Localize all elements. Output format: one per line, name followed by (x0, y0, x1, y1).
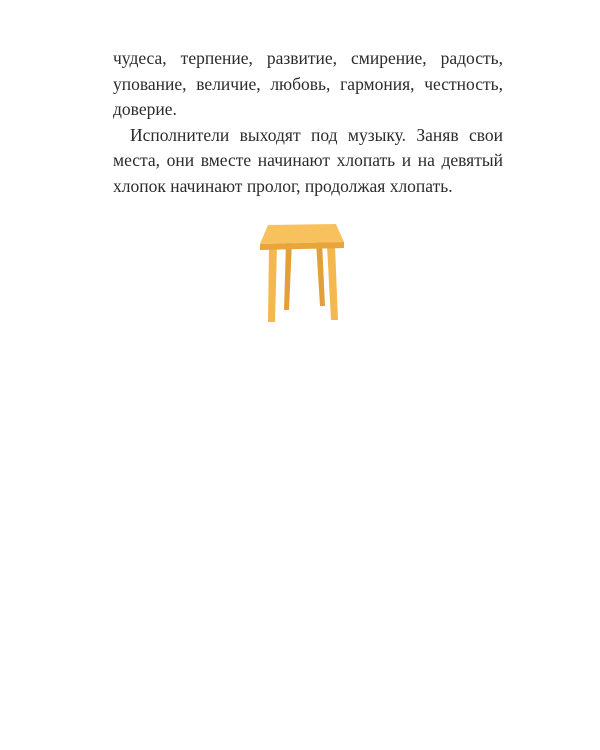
stool-front-leg-left (268, 246, 277, 322)
stool-icon (256, 222, 348, 324)
stool-back-leg-right (316, 242, 325, 306)
stool-back-leg-left (284, 242, 292, 310)
stool-front-leg-right (327, 246, 338, 320)
paragraph-stage-direction: Исполнители выходят под музыку. Заняв свои места, они вместе начинают хлопать и на девятый хлопок начинают пролог, продолжая хлопать. (113, 124, 503, 196)
stool-seat-top (260, 224, 344, 244)
body-text (113, 46, 503, 199)
paragraph-continued: чудеса, терпение, развитие, смирение, радость, упование, величие, любовь, гармония, честность, доверие. (113, 48, 503, 119)
